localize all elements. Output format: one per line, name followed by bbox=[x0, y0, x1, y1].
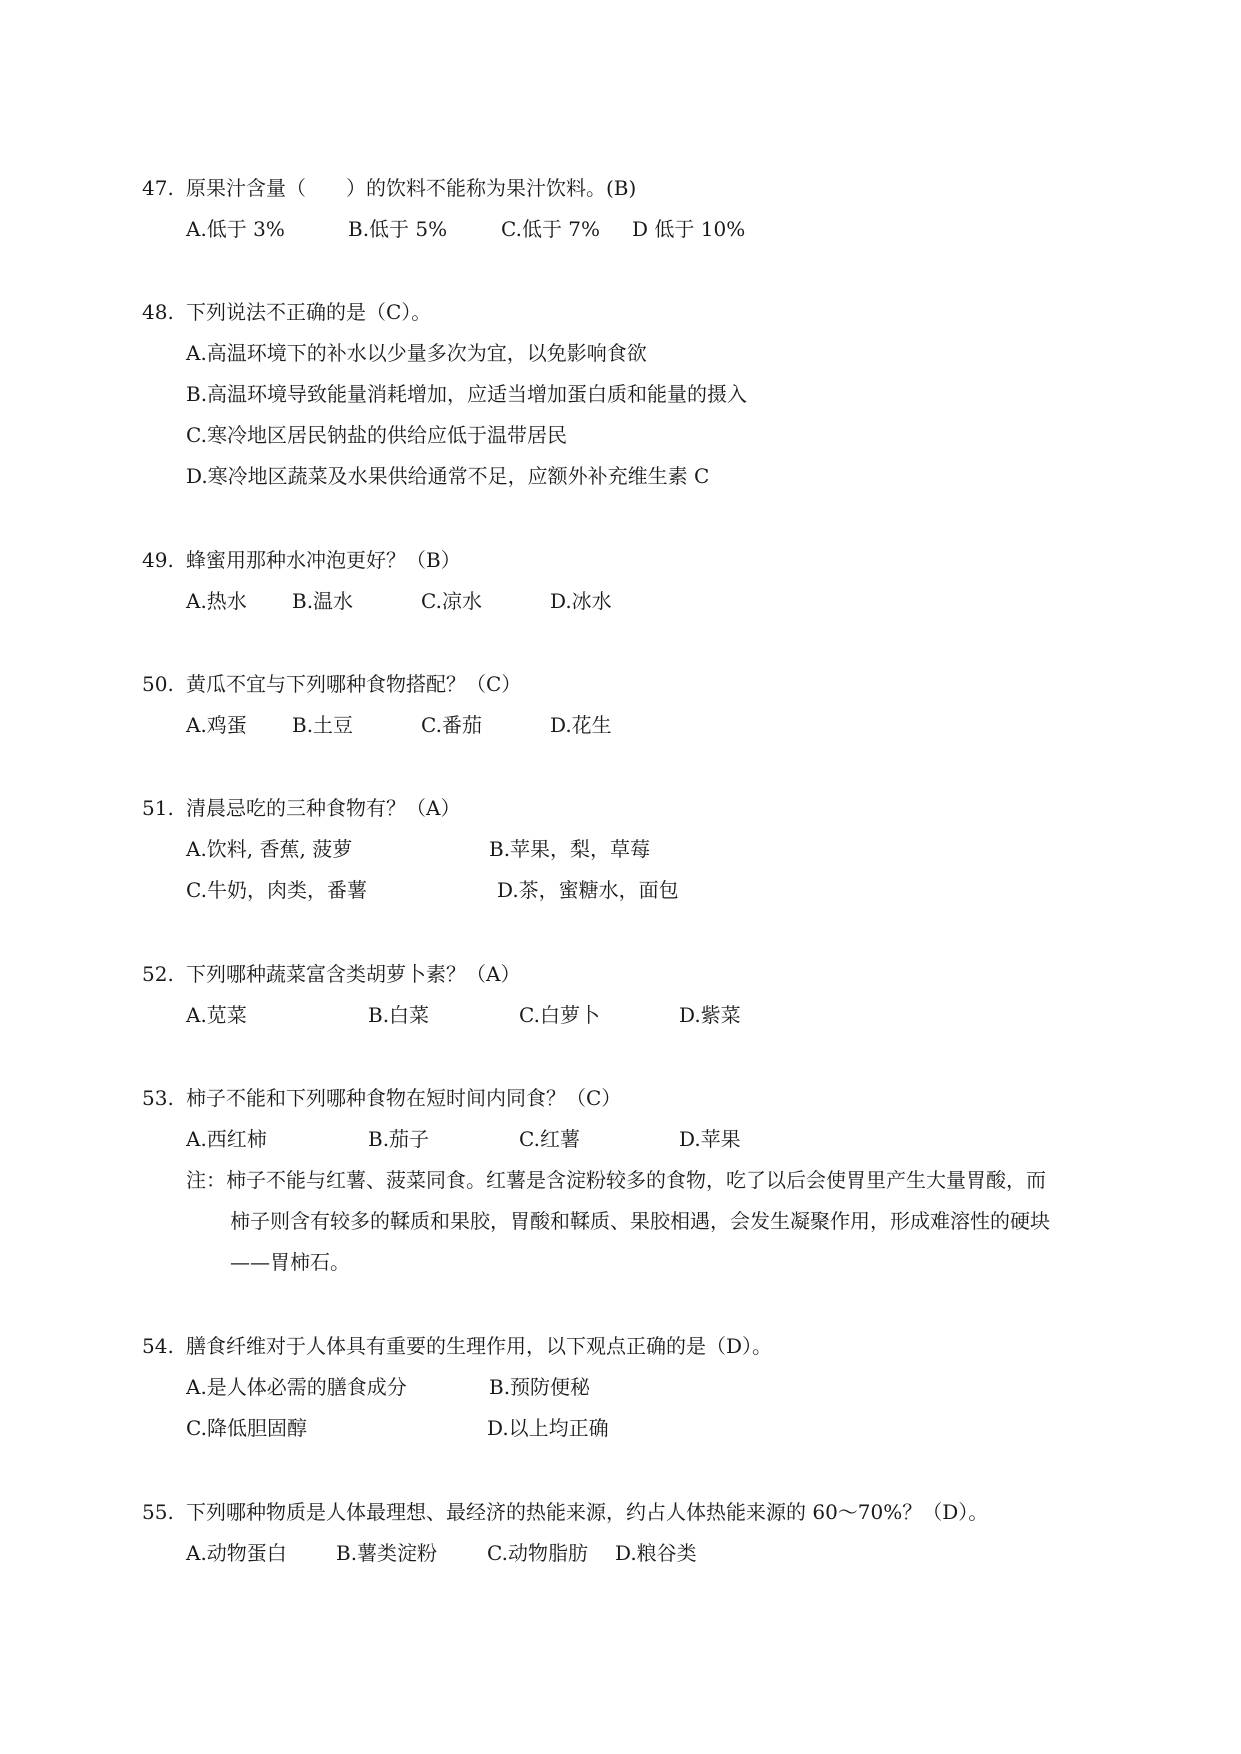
question-text: 黄瓜不宜与下列哪种食物搭配？（C） bbox=[186, 672, 522, 696]
option-c: C.红薯 bbox=[519, 1127, 580, 1151]
question-text: 膳食纤维对于人体具有重要的生理作用，以下观点正确的是（D）。 bbox=[186, 1334, 773, 1358]
question-number: 53. bbox=[142, 1086, 174, 1110]
option-a: A.低于 3% bbox=[186, 217, 285, 241]
question-number: 48. bbox=[142, 300, 174, 324]
question-text: 蜂蜜用那种水冲泡更好？（B） bbox=[186, 548, 461, 572]
question-text: 柿子不能和下列哪种食物在短时间内同食？（C） bbox=[186, 1086, 622, 1110]
question-number: 54. bbox=[142, 1334, 174, 1358]
option-d: D.花生 bbox=[550, 713, 612, 737]
option-b: B.预防便秘 bbox=[489, 1375, 591, 1399]
option-a: A.高温环境下的补水以少量多次为宜，以免影响食欲 bbox=[186, 341, 647, 365]
option-d: D.苹果 bbox=[679, 1127, 741, 1151]
question-number: 50. bbox=[142, 672, 174, 696]
question-text: 下列哪种蔬菜富含类胡萝卜素？（A） bbox=[186, 962, 521, 986]
option-a: A.饮料, 香蕉, 菠萝 bbox=[186, 837, 353, 861]
option-d: D.粮谷类 bbox=[615, 1541, 697, 1565]
option-a: A.是人体必需的膳食成分 bbox=[186, 1375, 407, 1399]
question-number: 52. bbox=[142, 962, 174, 986]
option-d: D.寒冷地区蔬菜及水果供给通常不足，应额外补充维生素 C bbox=[186, 464, 710, 488]
option-b: B.温水 bbox=[292, 589, 354, 613]
option-d: D.紫菜 bbox=[679, 1003, 741, 1027]
option-c: C.番茄 bbox=[421, 713, 482, 737]
question-number: 55. bbox=[142, 1500, 174, 1524]
option-c: C.白萝卜 bbox=[519, 1003, 600, 1027]
question-number: 51. bbox=[142, 796, 174, 820]
option-d: D.冰水 bbox=[550, 589, 612, 613]
option-b: B.土豆 bbox=[292, 713, 354, 737]
note-line: 注：柿子不能与红薯、菠菜同食。红薯是含淀粉较多的食物，吃了以后会使胃里产生大量胃酸，而 bbox=[186, 1168, 1046, 1192]
option-d: D.以上均正确 bbox=[487, 1416, 609, 1440]
option-a: A.西红柿 bbox=[186, 1127, 267, 1151]
question-text: 清晨忌吃的三种食物有？（A） bbox=[186, 796, 461, 820]
option-a: A.热水 bbox=[186, 589, 247, 613]
option-d: D 低于 10% bbox=[632, 217, 746, 241]
option-c: C.寒冷地区居民钠盐的供给应低于温带居民 bbox=[186, 423, 567, 447]
question-number: 49. bbox=[142, 548, 174, 572]
note-line: 柿子则含有较多的鞣质和果胶，胃酸和鞣质、果胶相遇，会发生凝聚作用，形成难溶性的硬块 bbox=[230, 1209, 1050, 1233]
option-b: B.苹果，梨，草莓 bbox=[489, 837, 651, 861]
question-text: 原果汁含量（ ）的饮料不能称为果汁饮料。(B) bbox=[186, 176, 637, 200]
question-text: 下列哪种物质是人体最理想、最经济的热能来源，约占人体热能来源的 60～70%？（D）。 bbox=[186, 1500, 989, 1524]
option-b: B.低于 5% bbox=[348, 217, 448, 241]
question-number: 47. bbox=[142, 176, 174, 200]
option-a: A.动物蛋白 bbox=[186, 1541, 287, 1565]
option-b: B.薯类淀粉 bbox=[336, 1541, 438, 1565]
option-c: C.降低胆固醇 bbox=[186, 1416, 307, 1440]
note-line: ——胃柿石。 bbox=[230, 1250, 350, 1274]
option-a: A.苋菜 bbox=[186, 1003, 247, 1027]
option-b: B.白菜 bbox=[368, 1003, 430, 1027]
option-c: C.低于 7% bbox=[501, 217, 601, 241]
option-a: A.鸡蛋 bbox=[186, 713, 247, 737]
option-c: C.牛奶，肉类，番薯 bbox=[186, 878, 367, 902]
question-text: 下列说法不正确的是（C）。 bbox=[186, 300, 432, 324]
option-b: B.茄子 bbox=[368, 1127, 430, 1151]
option-c: C.动物脂肪 bbox=[487, 1541, 588, 1565]
option-d: D.茶，蜜糖水，面包 bbox=[497, 878, 679, 902]
option-b: B.高温环境导致能量消耗增加，应适当增加蛋白质和能量的摄入 bbox=[186, 382, 748, 406]
option-c: C.凉水 bbox=[421, 589, 482, 613]
